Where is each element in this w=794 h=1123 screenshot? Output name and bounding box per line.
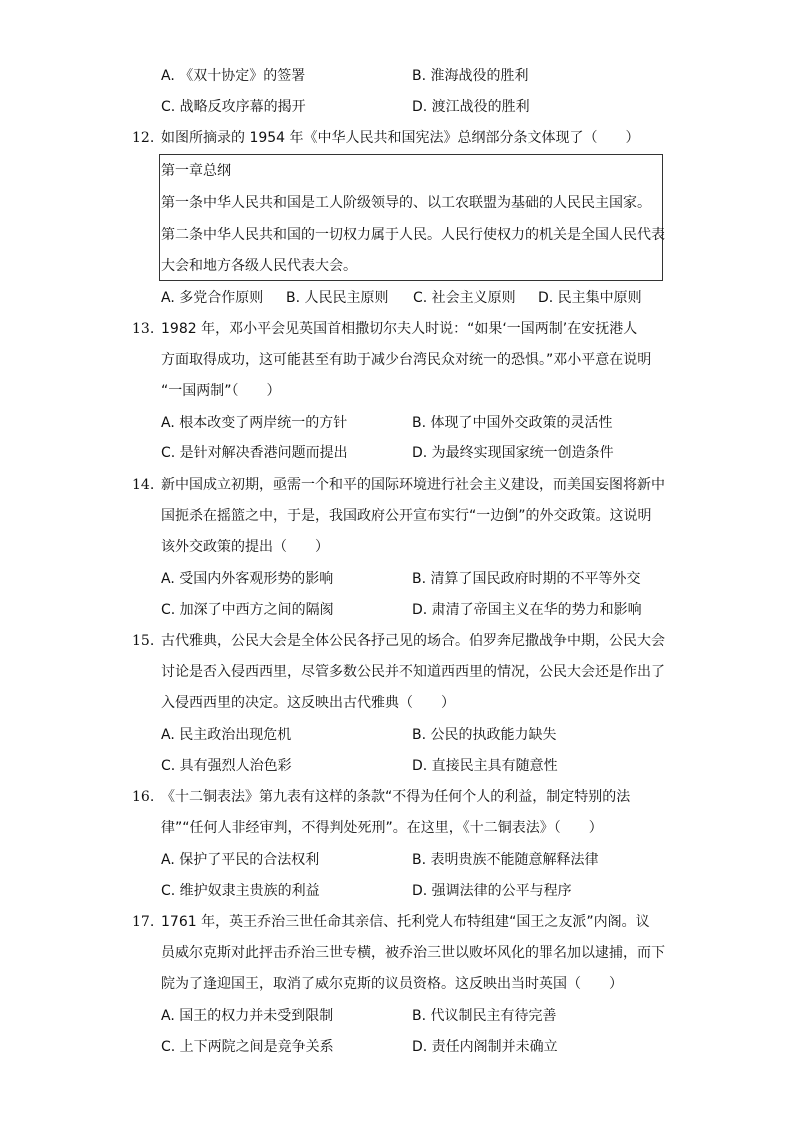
q11-option-a: A. 《双十协定》的签署 [161, 68, 306, 84]
q14-stem-line: 国扼杀在摇篮之中，于是，我国政府公开宣布实行“一边倒”的外交政策。这说明 [161, 508, 652, 524]
q12-option-b: B. 人民民主原则 [286, 290, 389, 306]
q13-stem-line: 方面取得成功，这可能甚至有助于减少台湾民众对统一的恐惧。”邓小平意在说明 [161, 352, 652, 368]
q15-stem-line: 讨论是否入侵西西里，尽管多数公民并不知道西西里的情况，公民大会还是作出了 [161, 664, 665, 680]
q15-option-b: B. 公民的执政能力缺失 [412, 727, 557, 743]
q13-number: 13. [132, 321, 155, 337]
q16-stem-line: 《十二铜表法》第九表有这样的条款“不得为任何个人的利益，制定特别的法 [161, 789, 631, 805]
q15-option-d: D. 直接民主具有随意性 [412, 758, 558, 774]
q13-option-c: C. 是针对解决香港问题而提出 [161, 445, 348, 461]
q15-stem-line: 入侵西西里的决定。这反映出古代雅典（ ） [161, 695, 455, 711]
q17-option-b: B. 代议制民主有待完善 [412, 1008, 557, 1024]
q16-option-b: B. 表明贵族不能随意解释法律 [412, 852, 599, 868]
q15-stem-line: 古代雅典，公民大会是全体公民各抒己见的场合。伯罗奔尼撒战争中期，公民大会 [161, 633, 665, 649]
q14-option-a: A. 受国内外客观形势的影响 [161, 571, 334, 587]
q13-option-b: B. 体现了中国外交政策的灵活性 [412, 415, 613, 431]
q15-number: 15. [132, 633, 155, 649]
q12-box-line: 第一章总纲 [161, 163, 231, 179]
q16-option-c: C. 维护奴隶主贵族的利益 [161, 883, 320, 899]
q14-stem-line: 该外交政策的提出（ ） [161, 539, 329, 555]
q14-option-c: C. 加深了中西方之间的隔阂 [161, 602, 334, 618]
q12-option-c: C. 社会主义原则 [413, 290, 516, 306]
q16-option-d: D. 强调法律的公平与程序 [412, 883, 572, 899]
q17-stem-line: 1761 年，英王乔治三世任命其亲信、托利党人布特组建“国王之友派”内阁。议 [161, 914, 650, 930]
q11-option-b: B. 淮海战役的胜利 [412, 68, 529, 84]
q15-option-a: A. 民主政治出现危机 [161, 727, 292, 743]
q12-stem: 如图所摘录的 1954 年《中华人民共和国宪法》总纲部分条文体现了（ ） [161, 130, 640, 146]
q17-option-a: A. 国王的权力并未受到限制 [161, 1008, 334, 1024]
q12-box-line: 第二条中华人民共和国的一切权力属于人民。人民行使权力的机关是全国人民代表 [161, 227, 665, 243]
q15-option-c: C. 具有强烈人治色彩 [161, 758, 292, 774]
q13-stem-line: “一国两制”（ ） [161, 383, 281, 399]
q14-option-b: B. 清算了国民政府时期的不平等外交 [412, 571, 641, 587]
q12-option-a: A. 多党合作原则 [161, 290, 264, 306]
q17-stem-line: 员威尔克斯对此抨击乔治三世专横，被乔治三世以败坏风化的罪名加以逮捕，而下 [161, 945, 665, 961]
q17-number: 17. [132, 914, 155, 930]
q12-option-d: D. 民主集中原则 [538, 290, 642, 306]
q12-number: 12. [132, 130, 155, 146]
q16-stem-line: 律”“任何人非经审判，不得判处死刑”。在这里，《十二铜表法》（ ） [161, 820, 603, 836]
q13-option-a: A. 根本改变了两岸统一的方针 [161, 415, 348, 431]
q16-number: 16. [132, 789, 155, 805]
q17-option-d: D. 责任内阁制并未确立 [412, 1039, 558, 1055]
q14-stem-line: 新中国成立初期，亟需一个和平的国际环境进行社会主义建设，而美国妄图将新中 [161, 477, 665, 493]
q11-option-c: C. 战略反攻序幕的揭开 [161, 99, 306, 115]
q12-box-line: 大会和地方各级人民代表大会。 [161, 258, 357, 274]
q14-number: 14. [132, 477, 155, 493]
q17-option-c: C. 上下两院之间是竞争关系 [161, 1039, 334, 1055]
q11-option-d: D. 渡江战役的胜利 [412, 99, 530, 115]
q14-option-d: D. 肃清了帝国主义在华的势力和影响 [412, 602, 642, 618]
q13-option-d: D. 为最终实现国家统一创造条件 [412, 445, 614, 461]
q13-stem-line: 1982 年，邓小平会见英国首相撒切尔夫人时说：“如果‘一国两制’在安抚港人 [161, 321, 638, 337]
q16-option-a: A. 保护了平民的合法权利 [161, 852, 320, 868]
q12-box-line: 第一条中华人民共和国是工人阶级领导的、以工农联盟为基础的人民民主国家。 [161, 195, 651, 211]
q17-stem-line: 院为了逢迎国王，取消了威尔克斯的议员资格。这反映出当时英国（ ） [161, 976, 623, 992]
